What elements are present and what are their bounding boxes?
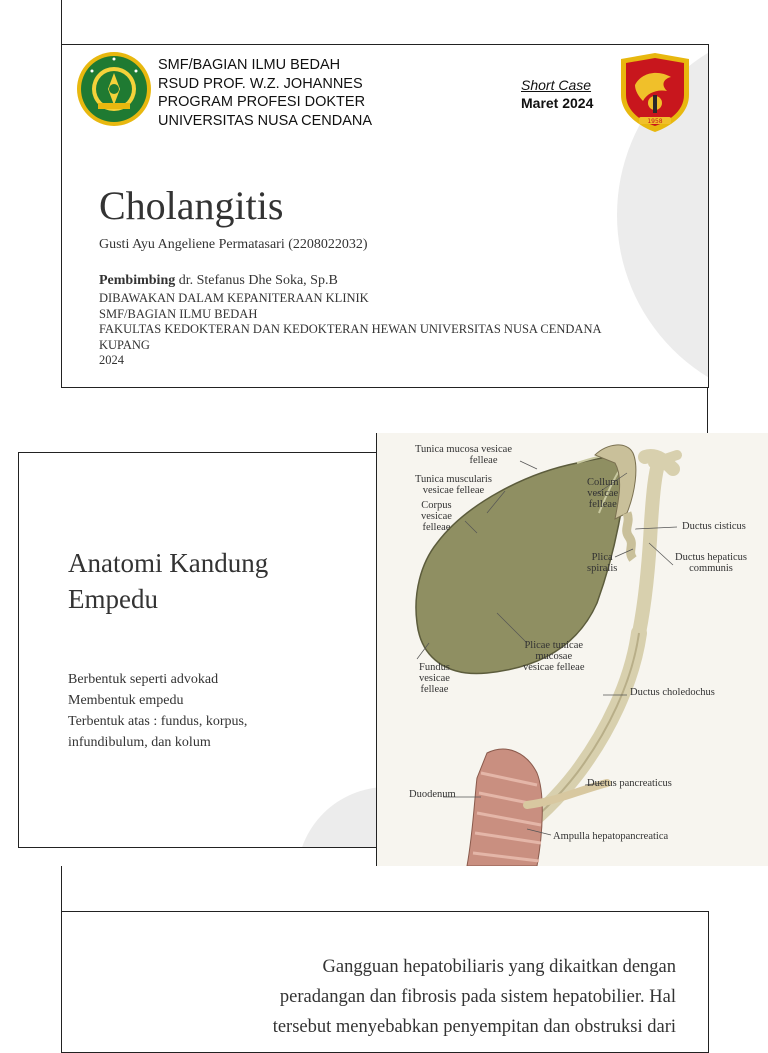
figure-label: Plica spiralis — [587, 552, 618, 574]
info-line: 2024 — [99, 353, 124, 367]
short-case-label: Short Case — [521, 77, 592, 93]
info-line: KUPANG — [99, 337, 150, 352]
author-name: Gusti Ayu Angeliene Permatasari (2208022032) — [99, 237, 368, 252]
slide-title — [68, 545, 268, 617]
slide-title-line: Empedu — [68, 584, 158, 614]
paragraph-line: tersebut menyebabkan penyempitan dan obstruksi dari — [272, 1017, 676, 1037]
crest-year: 1958 — [647, 118, 663, 125]
divider-line — [61, 866, 62, 911]
definition-slide — [61, 911, 709, 1053]
figure-label: Collum vesicae felleae — [587, 477, 619, 510]
info-line: SMF/BAGIAN ILMU BEDAH — [99, 306, 258, 321]
divider-line — [61, 0, 62, 44]
info-line: DIBAWAKAN DALAM KEPANITERAAN KLINIK — [99, 291, 369, 305]
figure-label: Plicae tunicae mucosae vesicae felleae — [523, 640, 585, 673]
figure-label: Corpus vesicae felleae — [421, 500, 452, 533]
date-label: Maret 2024 — [521, 95, 594, 111]
bullet-item: Terbentuk atas : fundus, korpus, — [68, 714, 248, 729]
hospital-crest-icon — [617, 51, 693, 133]
decorative-circle — [297, 787, 378, 848]
info-line: FAKULTAS KEDOKTERAN DAN KEDOKTERAN HEWAN UNIVERSITAS NUSA CENDANA — [99, 322, 602, 336]
figure-label: Ductus choledochus — [630, 687, 715, 698]
gallbladder-anatomy-figure — [377, 433, 768, 866]
figure-label: Ductus pancreaticus — [587, 778, 672, 789]
figure-label: Tunica muscularis vesicae felleae — [415, 474, 492, 496]
header-line: UNIVERSITAS NUSA CENDANA — [158, 112, 373, 129]
title-slide — [61, 44, 709, 388]
supervisor-line — [99, 273, 338, 289]
figure-label: Ductus hepaticus communis — [675, 552, 748, 574]
paragraph-line: Gangguan hepatobiliaris yang dikaitkan dengan — [322, 957, 676, 977]
figure-label: Ampulla hepatopancreatica — [553, 831, 669, 842]
bullet-item: Membentuk empedu — [68, 693, 184, 708]
header-line: RSUD PROF. W.Z. JOHANNES — [158, 75, 363, 92]
supervisor-label: Pembimbing — [99, 273, 176, 288]
header-line: SMF/BAGIAN ILMU BEDAH — [158, 57, 341, 73]
anatomy-slide — [18, 452, 378, 848]
paragraph-line: peradangan dan fibrosis pada sistem hepatobilier. Hal — [279, 987, 676, 1007]
bullet-item: Berbentuk seperti advokad — [68, 672, 219, 687]
page-title: Cholangitis — [99, 183, 284, 228]
figure-label: Duodenum — [409, 789, 456, 800]
bullet-item: infundibulum, dan kolum — [68, 735, 211, 750]
header-line: PROGRAM PROFESI DOKTER — [158, 94, 366, 110]
supervisor-name: dr. Stefanus Dhe Soka, Sp.B — [175, 273, 338, 288]
figure-label: Ductus cisticus — [682, 521, 746, 532]
slide-title-line: Anatomi Kandung — [68, 548, 269, 578]
university-logo-icon — [76, 51, 152, 127]
divider-line — [707, 386, 708, 433]
figure-label: Tunica mucosa vesicae felleae — [415, 444, 513, 466]
figure-label: Fundus vesicae felleae — [419, 662, 450, 695]
